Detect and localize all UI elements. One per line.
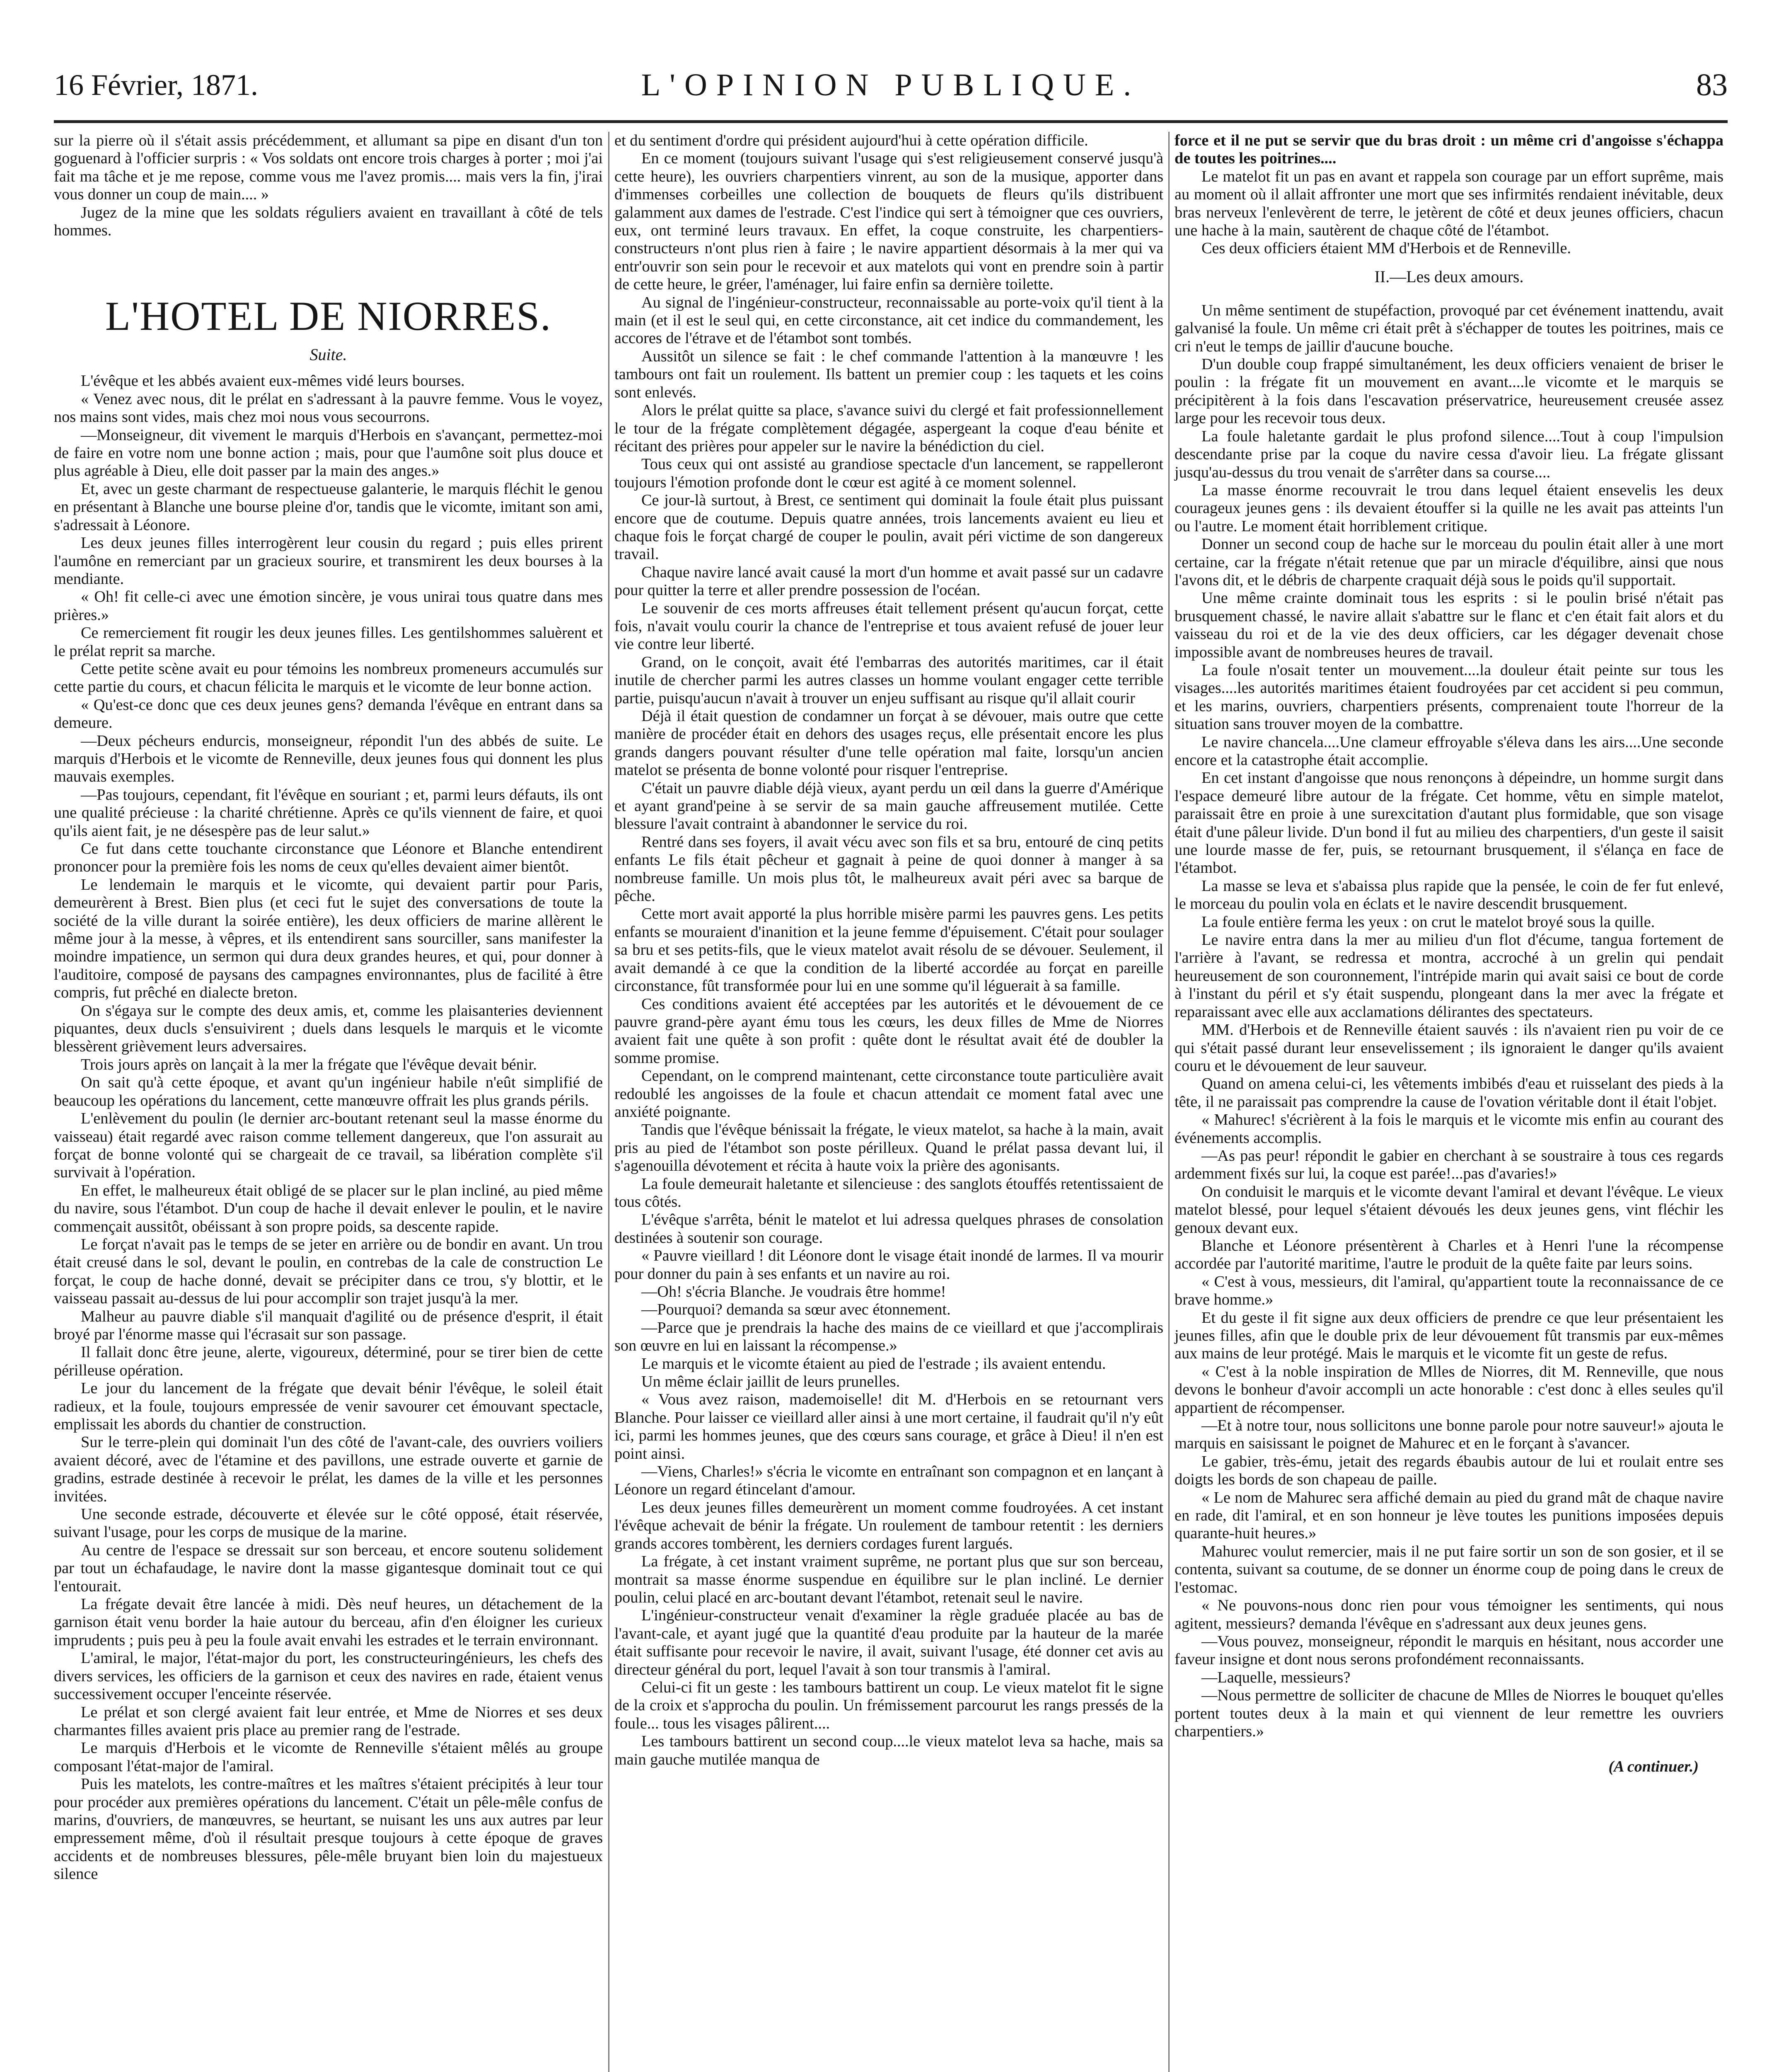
paragraph: —Pourquoi? demanda sa sœur avec étonnement. — [641, 1301, 951, 1319]
paragraph: Tous ceux qui ont assisté au grandiose spectacle d'un lancement, se rappelleront toujours l'émotion profonde dont le cœur est agité à ce moment solennel. — [614, 455, 1163, 491]
paragraph: Le gabier, très-ému, jetait des regards ébaubis autour de lui et roulait entre ses doigts les bords de son chapeau de paille. — [1175, 1452, 1723, 1489]
paragraph: « C'est à la noble inspiration de Mlles de Niorres, dit M. Renneville, que nous devons le bonheur d'avoir accompli un acte honorable : c'est donc à elles seules qu'il appartient de récompenser. — [1175, 1363, 1723, 1416]
paragraph: En ce moment (toujours suivant l'usage qui s'est religieusement conservé jusqu'à cette heure), les ouvriers charpentiers vinrent, au son de la musique, apporter dans d'immenses corbeilles une collection de bouquets de fleurs qu'ils distribuent galamment aux dames de l'estrade. C'est l'indice qui sert à témoigner que ces ouvriers, eux, ont terminé leurs travaux. En effet, la coque construite, les charpentiers-constructeurs n'ont plus rien à faire ; le navire appartient désormais à la mer qui va entr'ouvrir son sein pour le recevoir et aux matelots qui vont en prendre soin à partir de cette heure, le gréer, l'aménager, lui faire enfin sa dernière toilette. — [614, 150, 1163, 293]
section-heading: II.—Les deux amours. — [1374, 267, 1524, 286]
issue-date: 16 Février, 1871. — [54, 68, 259, 102]
column-divider — [608, 132, 609, 2072]
paragraph: En cet instant d'angoisse que nous renonçons à dépeindre, un homme surgit dans l'espace demeuré libre autour de la frégate. Cet homme, vêtu en simple matelot, paraissait être en proie à une surexcitation d'autant plus formidable, que son visage était d'une pâleur livide. D'un bond il fut au milieu des charpentiers, d'un geste il saisit une lourde masse de fer, puis, se retournant brusquement, il s'élança en face de l'étambot. — [1175, 769, 1723, 877]
paragraph: Sur le terre-plein qui dominait l'un des côté de l'avant-cale, des ouvriers voiliers avaient décoré, avec de l'étamine et des pavillons, une estrade ouverte et garnie de gradins, estrade destinée à recevoir le prélat, les dames de la ville et les personnes invitées. — [54, 1433, 603, 1505]
column-2-body — [614, 132, 1163, 1769]
paragraph: Le navire entra dans la mer au milieu d'un flot d'écume, tangua fortement de l'arrière à l'avant, se redressa et montra, accroché à un grelin qui pendait heureusement de son couronnement, l'intrépide marin qui avait saisi ce bout de corde à l'instant du péril et s'y était suspendu, plongeant dans la mer avec la frégate et reparaissant avec elle aux acclamations délirantes des spectateurs. — [1175, 931, 1723, 1021]
paragraph: Le jour du lancement de la frégate que devait bénir l'évêque, le soleil était radieux, et la foule, toujours empressée de venir savourer cet émouvant spectacle, emplissait les abords du chantier de construction. — [54, 1380, 603, 1433]
paragraph: Une seconde estrade, découverte et élevée sur le côté opposé, était réservée, suivant l'usage, pour les corps de musique de la marine. — [54, 1506, 603, 1541]
paragraph: —Monseigneur, dit vivement le marquis d'Herbois en s'avançant, permettez-moi de faire en votre nom une bonne action ; mais, pour que l'aumône soit plus douce et plus agréable à Dieu, elle doit passer par la main des anges.» — [54, 426, 603, 480]
paragraph: Grand, on le conçoit, avait été l'embarras des autorités maritimes, car il était inutile de chercher parmi les autres classes un homme voulant engager cette terrible partie, puisqu'aucun n'avait à trouver un enjeu suffisant au risque qu'il allait courir — [614, 653, 1163, 707]
paragraph: Ce jour-là surtout, à Brest, ce sentiment qui dominait la foule était plus puissant encore que de coutume. Depuis quatre années, trois lancements avaient eu lieu et chaque fois le forçat chargé de couper le poulin, avait péri victime de son dangereux travail. — [614, 491, 1163, 563]
paragraph: « Ne pouvons-nous donc rien pour vous témoigner les sentiments, qui nous agitent, messieurs? demanda l'évêque en s'adressant aux deux jeunes gens. — [1175, 1597, 1723, 1632]
paragraph: Le prélat et son clergé avaient fait leur entrée, et Mme de Niorres et ses deux charmantes filles avaient pris place au premier rang de l'estrade. — [54, 1703, 603, 1739]
paragraph: On sait qu'à cette époque, et avant qu'un ingénieur habile n'eût simplifié de beaucoup les opérations du lancement, cette manœuvre offrait les plus grands périls. — [54, 1074, 603, 1109]
paragraph: Aussitôt un silence se fait : le chef commande l'attention à la manœuvre ! les tambours ont fait un roulement. Ils battent un premier coup : les taquets et les coins sont enlevés. — [614, 347, 1163, 401]
paragraph: —Viens, Charles!» s'écria le vicomte en entraînant son compagnon et en lançant à Léonore un regard étincelant d'amour. — [614, 1463, 1163, 1498]
paragraph: sur la pierre où il s'était assis précédemment, et allumant sa pipe en disant d'un ton goguenard à l'officier surpris : « Vos soldats ont encore trois charges à porter ; moi j'ai fait ma tâche et je me repose, comme vous me l'avez promis.... mais vers la fin, j'irai vous donner un coup de main.... » — [54, 132, 603, 203]
paragraph: —Parce que je prendrais la hache des mains de ce vieillard et que j'accomplirais son œuvre en lui en laissant la récompense.» — [614, 1319, 1163, 1355]
paragraph: Le marquis d'Herbois et le vicomte de Renneville s'étaient mêlés au groupe composant l'état-major de l'amiral. — [54, 1739, 603, 1775]
column-1-body — [54, 372, 603, 1883]
paragraph: L'ingénieur-constructeur venait d'examiner la règle graduée placée au bas de l'avant-cale, et ayant jugé que la quantité d'eau produite par la hauteur de la marée était suffisante pour recevoir le navire, il avait, suivant l'usage, été donner cet avis au directeur général du port, lequel l'avait à son tour transmis à l'amiral. — [614, 1607, 1163, 1678]
column-3-body-a — [1175, 168, 1723, 258]
header-rule — [54, 120, 1728, 123]
paragraph: —Et à notre tour, nous sollicitons une bonne parole pour notre sauveur!» ajouta le marquis en saisissant le poignet de Mahurec et en le forçant à s'avancer. — [1175, 1417, 1723, 1452]
paragraph: Ces conditions avaient été acceptées par les autorités et le dévouement de ce pauvre grand-père ayant ému tous les cœurs, les deux filles de Mme de Niorres avaient fait une quête à son profit : quête dont le résultat avait été de doubler la somme promise. — [614, 995, 1163, 1067]
paragraph: Au signal de l'ingénieur-constructeur, reconnaissable au porte-voix qu'il tient à la main (et il est le seul qui, en cette circonstance, ait cet indice du commandement, les accores de l'étrave et de l'étambot sont tombés. — [614, 293, 1163, 347]
paragraph: « Le nom de Mahurec sera affiché demain au pied du grand mât de chaque navire en rade, dit l'amiral, et en son honneur je lève toutes les punitions imposées depuis quarante-huit heures.» — [1175, 1489, 1723, 1542]
paragraph: En effet, le malheureux était obligé de se placer sur le plan incliné, au pied même du navire, sous l'étambot. D'un coup de hache il devait enlever le poulin, et le navire commençait aussitôt, obéissant à son propre poids, sa descente rapide. — [54, 1181, 603, 1235]
column-2 — [614, 132, 1163, 1769]
paragraph: L'évêque s'arrêta, bénit le matelot et lui adressa quelques phrases de consolation destinées à soutenir son courage. — [614, 1211, 1163, 1247]
paragraph: « Mahurec! s'écrièrent à la fois le marquis et le vicomte mis enfin au courant des événements accomplis. — [1175, 1111, 1723, 1147]
paragraph: —Pas toujours, cependant, fit l'évêque en souriant ; et, parmi leurs défauts, ils ont une qualité précieuse : la charité chrétienne. Après ce qu'ils viennent de faire, et quoi qu'ils aient fait, je ne désespère pas de leur salut.» — [54, 786, 603, 840]
paragraph: MM. d'Herbois et de Renneville étaient sauvés : ils n'avaient rien pu voir de ce qui s'était passé durant leur ensevelissement ; ils ignoraient le danger qu'ils avaient couru et le dévouement de leur sauveur. — [1175, 1021, 1723, 1075]
paragraph: Mahurec voulut remercier, mais il ne put faire sortir un son de son gosier, et il se contenta, suivant sa coutume, de se donner un énorme coup de poing dans le creux de l'estomac. — [1175, 1542, 1723, 1596]
paragraph: Au centre de l'espace se dressait sur son berceau, et encore soutenu solidement par tout un échafaudage, le navire dont la masse gigantesque dominait tout ce qui l'entourait. — [54, 1541, 603, 1595]
paragraph: Blanche et Léonore présentèrent à Charles et à Henri l'une la récompense accordée par l'autorité maritime, l'autre le produit de la quête faite par leurs soins. — [1175, 1237, 1723, 1273]
paragraph: Cette petite scène avait eu pour témoins les nombreux promeneurs accumulés sur cette partie du cours, et chacun félicita le marquis et le vicomte de leur bonne action. — [54, 660, 603, 696]
paragraph: La foule haletante gardait le plus profond silence....Tout à coup l'impulsion descendante prise par la coque du navire cessa d'avoir lieu. La frégate glissant jusqu'au-dessus du trou venait de s'arrêter dans sa course.... — [1175, 427, 1723, 481]
paragraph: Le souvenir de ces morts affreuses était tellement présent qu'aucun forçat, cette fois, n'avait voulu courir la chance de l'entreprise et tous avaient refusé de jouer leur vie contre leur liberté. — [614, 599, 1163, 653]
paragraph: —As pas peur! répondit le gabier en cherchant à se soustraire à tous ces regards ardemment fixés sur lui, la coque est parée!...pas d'avaries!» — [1175, 1147, 1723, 1183]
paragraph: Puis les matelots, les contre-maîtres et les maîtres s'étaient précipités à leur tour pour procéder aux premières opérations du lancement. C'était un pêle-mêle confus de marins, d'ouvriers, de manœuvres, se heurtant, se nuisant les uns aux autres par leur empressement même, d'où il résultait presque toujours à cette époque de graves accidents et de nombreuses blessures, pêle-mêle bruyant bien loin du majestueux silence — [54, 1775, 603, 1883]
paragraph: La frégate devait être lancée à midi. Dès neuf heures, un détachement de la garnison était venu border la haie autour du berceau, afin d'en éloigner les curieux imprudents ; puis peu à peu la foule avait envahi les estrades et le terrain environnant. — [54, 1595, 603, 1649]
paragraph: —Deux pécheurs endurcis, monseigneur, répondit l'un des abbés de suite. Le marquis d'Herbois et le vicomte de Renneville, deux jeunes fous qui donnent les plus mauvais exemples. — [54, 732, 603, 786]
column-1 — [54, 132, 603, 1883]
paragraph: « Pauvre vieillard ! dit Léonore dont le visage était inondé de larmes. Il va mourir pour donner du pain à ses enfants et un navire au roi. — [614, 1247, 1163, 1283]
paragraph: « C'est à vous, messieurs, dit l'amiral, qu'appartient toute la reconnaissance de ce brave homme.» — [1175, 1273, 1723, 1309]
paragraph: La masse énorme recouvrait le trou dans lequel étaient ensevelis les deux courageux jeunes gens : ils devaient étouffer si la quille ne les avait pas atteints l'un ou l'autre. Le moment était horriblement critique. — [1175, 481, 1723, 535]
column-3-opening: force et il ne put se servir que du bras droit : un même cri d'angoisse s'échappa de toutes les poitrines.... — [1175, 132, 1723, 167]
paragraph: Le matelot fit un pas en avant et rappela son courage par un effort suprême, mais au moment où il allait affronter une mort que ses infirmités rendaient inévitable, deux bras nerveux l'enlevèrent de terre, le jetèrent de côté et deux jeunes officiers, chacun une hache à la main, sautèrent de chaque côté de l'étambot. — [1175, 167, 1723, 240]
paragraph: L'amiral, le major, l'état-major du port, les constructeuringénieurs, les chefs des divers services, les officiers de la garnison et ceux des navires en rade, étaient venus successivement occuper l'enceinte réservée. — [54, 1649, 603, 1703]
paragraph: —Nous permettre de solliciter de chacune de Mlles de Niorres le bouquet qu'elles portent toutes deux à la main et qui viennent de leur remettre les ouvriers charpentiers.» — [1175, 1687, 1723, 1740]
paragraph: Il fallait donc être jeune, alerte, vigoureux, déterminé, pour se tirer bien de cette périlleuse opération. — [54, 1343, 603, 1379]
paragraph: Le marquis et le vicomte étaient au pied de l'estrade ; ils avaient entendu. — [641, 1355, 1106, 1372]
paragraph: Chaque navire lancé avait causé la mort d'un homme et avait passé sur un cadavre pour quitter la terre et aller prendre possession de l'océan. — [614, 563, 1163, 599]
paragraph: Le lendemain le marquis et le vicomte, qui devaient partir pour Paris, demeurèrent à Brest. Bien plus (et ceci fut le sujet des conversations de toute la société de la ville durant la soirée entière), les deux officiers de marine allèrent le même jour à la messe, à vêpres, et ils entendirent sans sourciller, sans manifester la moindre impatience, un sermon qui dura deux grandes heures, et qui, pour donner à l'auditoire, composé de paysans des campagnes environnantes, plus de facilité à être compris, fut prêché en dialecte breton. — [54, 876, 603, 1002]
paragraph: L'enlèvement du poulin (le dernier arc-boutant retenant seul la masse énorme du vaisseau) était regardé avec raison comme tellement dangereux, que l'on assurait au forçat de bonne volonté qui se chargeait de ce travail, sa libération complète s'il survivait à l'opération. — [54, 1110, 603, 1181]
paragraph: Ces deux officiers étaient MM d'Herbois et de Renneville. — [1201, 240, 1571, 257]
article-subtitle: Suite. — [309, 345, 347, 364]
paragraph: C'était un pauvre diable déjà vieux, ayant perdu un œil dans la guerre d'Amérique et ayant grand'peine à se servir de sa main gauche affreusement mutilée. Cette blessure l'avait contraint à abandonner le service du roi. — [614, 779, 1163, 833]
paragraph: Alors le prélat quitte sa place, s'avance suivi du clergé et fait professionnellement le tour de la frégate complètement dégagée, aspergeant la coque d'eau bénite et récitant des prières pour appeler sur le navire la bénédiction du ciel. — [614, 402, 1163, 455]
paragraph: —Vous pouvez, monseigneur, répondit le marquis en hésitant, nous accorder une faveur insigne et dont nous serons profondément reconnaissants. — [1175, 1632, 1723, 1668]
paragraph: « Vous avez raison, mademoiselle! dit M. d'Herbois en se retournant vers Blanche. Pour laisser ce vieillard aller ainsi à une mort certaine, il faudrait qu'il n'y eût ici, parmi les hommes jeunes, que des cœurs sans courage, et grâce à Dieu! il n'en est point ainsi. — [614, 1391, 1164, 1462]
paragraph: « Venez avec nous, dit le prélat en s'adressant à la pauvre femme. Vous le voyez, nos mains sont vides, mais chez moi nous vous secourrons. — [54, 390, 603, 426]
paragraph: Un même éclair jaillit de leurs prunelles. — [641, 1373, 900, 1391]
journal-title: L'OPINION PUBLIQUE. — [641, 68, 1141, 102]
paragraph: On s'égaya sur le compte des deux amis, et, comme les plaisanteries deviennent piquantes, deux ducls s'ensuivirent ; duels dans lesquels le marquis et le vicomte blessèrent grièvement leurs adversaires. — [54, 1002, 603, 1055]
paragraph: « Oh! fit celle-ci avec une émotion sincère, je vous unirai tous quatre dans mes prières.» — [54, 588, 603, 624]
column-3-body-b — [1175, 302, 1723, 1741]
paragraph: D'un double coup frappé simultanément, les deux officiers venaient de briser le poulin : la frégate fit un mouvement en avant....le vicomte et le marquis se précipitèrent à la fois dans l'escavation préservatrice, heureusement creusée assez large pour les recevoir tous deux. — [1175, 356, 1723, 427]
paragraph: Celui-ci fit un geste : les tambours battirent un coup. Le vieux matelot fit le signe de la croix et s'approcha du poulin. Un frémissement parcourut les rangs pressés de la foule... tous les visages pâlirent.... — [614, 1678, 1163, 1732]
paragraph: Cependant, on le comprend maintenant, cette circonstance toute particulière avait redoublé les angoisses de la foule et chacun attendait ce moment fatal avec une anxiété poignante. — [614, 1067, 1163, 1121]
paragraph: Déjà il était question de condamner un forçat à se dévouer, mais outre que cette manière de procéder était en dehors des usages reçus, elle présentait encore les plus grands dangers pouvant résulter d'une telle opération mal faite, lorsqu'un ancien matelot se présenta de bonne volonté pour risquer l'entreprise. — [614, 707, 1163, 779]
paragraph: Cette mort avait apporté la plus horrible misère parmi les pauvres gens. Les petits enfants se mouraient d'inanition et la jeune femme d'épuisement. C'était pour soulager sa bru et ses petits-fils, que le vieux matelot avait résolu de se dévouer. Seulement, il avait demandé à ce que la condition de la liberté accordée au forçat en pareille circonstance, fût transformée pour lui en une somme qu'il léguerait à sa famille. — [614, 905, 1163, 995]
paragraph: Un même sentiment de stupéfaction, provoqué par cet événement inattendu, avait galvanisé la foule. Un même cri était prêt à s'échapper de toutes les poitrines, mais ce cri n'eut le temps de jaillir d'aucune bouche. — [1175, 301, 1723, 355]
paragraph: Et, avec un geste charmant de respectueuse galanterie, le marquis fléchit le genou en présentant à Blanche une bourse pleine d'or, tandis que le vicomte, imitant son ami, s'adressait à Léonore. — [54, 480, 603, 534]
paragraph: La foule n'osait tenter un mouvement....la douleur était peinte sur tous les visages....les autorités maritimes étaient foudroyées par cet accident si peu commun, et les marins, ouvriers, charpentiers présents, comprenaient toute l'horreur de la situation sans trouver moyen de la combattre. — [1175, 661, 1723, 733]
paragraph: Les deux jeunes filles interrogèrent leur cousin du regard ; puis elles prirent l'aumône en remerciant par un gracieux sourire, et transmirent les deux bourses à la mendiante. — [54, 534, 603, 588]
article-title: L'HOTEL DE NIORRES. — [105, 293, 552, 339]
paragraph: Une même crainte dominait tous les esprits : si le poulin brisé n'était pas brusquement chassé, le navire allait s'abattre sur le flanc et c'en était fait alors et du vaisseau du roi et de la vie des deux officiers, car les dégager devenait chose impossible avant de nombreuses heures de travail. — [1175, 589, 1723, 661]
paragraph: On conduisit le marquis et le vicomte devant l'amiral et devant l'évêque. Le vieux matelot blessé, pour lequel s'étaient dévoués les deux jeunes gens, vint fléchir les genoux devant eux. — [1175, 1183, 1723, 1237]
paragraph: Ce remerciement fit rougir les deux jeunes filles. Les gentilshommes saluèrent et le prélat reprit sa marche. — [54, 624, 603, 660]
paragraph: Le navire chancela....Une clameur effroyable s'éleva dans les airs....Une seconde encore et la catastrophe était accomplie. — [1175, 733, 1723, 769]
page-number: 83 — [1696, 68, 1728, 102]
paragraph: Le forçat n'avait pas le temps de se jeter en arrière ou de bondir en avant. Un trou était creusé dans le sol, devant le poulin, en contrebas de la cale de construction Le forçat, le coup de hache donné, devait se précipiter dans ce trou, s'y blottir, et le vaisseau passait au-dessus de lui pour accomplir son trajet jusqu'à la mer. — [54, 1235, 603, 1307]
to-be-continued: (A continuer.) — [1608, 1758, 1699, 1776]
paragraph: Malheur au pauvre diable s'il manquait d'agilité ou de présence d'esprit, il était broyé par l'énorme masse qui l'écrasait sur son passage. — [54, 1307, 603, 1343]
paragraph: Les deux jeunes filles demeurèrent un moment comme foudroyées. A cet instant l'évêque achevait de bénir la frégate. Un roulement de tambour retentit : les derniers grands accores tombèrent, les derniers cordages furent largués. — [614, 1498, 1163, 1552]
paragraph: Jugez de la mine que les soldats réguliers avaient en travaillant à côté de tels hommes. — [54, 203, 603, 240]
paragraph: La masse se leva et s'abaissa plus rapide que la pensée, le coin de fer fut enlevé, le morceau du poulin vola en éclats et le navire descendit brusquement. — [1175, 877, 1723, 913]
paragraph: Ce fut dans cette touchante circonstance que Léonore et Blanche entendirent prononcer pour la première fois les noms de ceux qu'elles devaient aimer bientôt. — [54, 840, 603, 876]
paragraph: Donner un second coup de hache sur le morceau du poulin était aller à une mort certaine, car la frégate n'était retenue que par un miracle d'équilibre, ainsi que nous l'avons dit, et le débris de charpente craquait déjà sous le poids qu'il supportait. — [1175, 535, 1723, 589]
column-divider — [1168, 132, 1170, 2072]
column-3 — [1175, 132, 1723, 1776]
paragraph: Les tambours battirent un second coup....le vieux matelot leva sa hache, mais sa main gauche mutilée manqua de — [614, 1733, 1163, 1768]
paragraph: et du sentiment d'ordre qui président aujourd'hui à cette opération difficile. — [614, 132, 1088, 149]
paragraph: Et du geste il fit signe aux deux officiers de prendre ce que leur présentaient les jeunes filles, afin que le double prix de leur dévouement fût transmis par eux-mêmes aux mains de leur protégé. Mais le marquis et le vicomte fit un geste de refus. — [1175, 1309, 1723, 1363]
column-1-intro — [54, 132, 603, 240]
paragraph: La foule entière ferma les yeux : on crut le matelot broyé sous la quille. — [1201, 913, 1655, 931]
paragraph: —Laquelle, messieurs? — [1201, 1668, 1351, 1686]
paragraph: Rentré dans ses foyers, il avait vécu avec son fils et sa bru, entouré de cinq petits enfants Le fils était pêcheur et gagnait à peine de quoi donner à manger à sa nombreuse famille. Un mois plus tôt, le malheureux avait péri avec sa barque de pêche. — [614, 833, 1163, 905]
page-header — [54, 62, 1728, 116]
paragraph: L'évêque et les abbés avaient eux-mêmes vidé leurs bourses. — [81, 372, 465, 390]
paragraph: Trois jours après on lançait à la mer la frégate que l'évêque devait bénir. — [81, 1055, 537, 1073]
paragraph: « Qu'est-ce donc que ces deux jeunes gens? demanda l'évêque en entrant dans sa demeure. — [54, 696, 603, 732]
paragraph: Tandis que l'évêque bénissait la frégate, le vieux matelot, sa hache à la main, avait pris au pied de l'étambot son poste périlleux. Quand le prélat passa devant lui, il s'agenouilla dévotement et récita à haute voix la prière des agonisants. — [614, 1121, 1163, 1175]
paragraph: La frégate, à cet instant vraiment suprême, ne portant plus que sur son berceau, montrait sa masse énorme suspendue en équilibre sur le plan incliné. Le dernier poulin, celui placé en arc-boutant devant l'étambot, retenait seul le navire. — [614, 1553, 1163, 1606]
paragraph: La foule demeurait haletante et silencieuse : des sanglots étouffés retentissaient de tous côtés. — [614, 1175, 1163, 1210]
paragraph: —Oh! s'écria Blanche. Je voudrais être homme! — [641, 1283, 946, 1300]
paragraph: Quand on amena celui-ci, les vêtements imbibés d'eau et ruisselant des pieds à la tête, il ne paraissait pas comprendre la cause de l'ovation véritable dont il était l'objet. — [1175, 1075, 1723, 1111]
